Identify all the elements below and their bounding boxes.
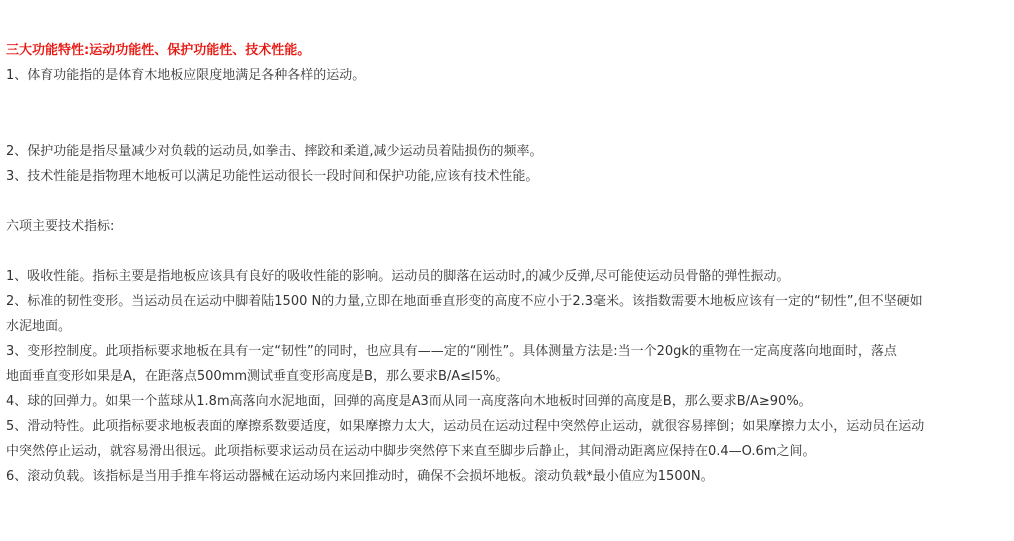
section-title-six-indicators: 六项主要技术指标: [6, 219, 115, 234]
paragraph-sports-function: 1、体育功能指的是体育木地板应限度地满足各种各样的运动。 [6, 68, 366, 83]
list-item-sliding: 5、滑动特性。此项指标要求地板表面的摩擦系数要适度，如果摩擦力太大，运动员在运动过程中突然停止运动，就很容易摔倒；如果摩擦力太小，运动员在运动 [6, 419, 925, 434]
paragraph-protection-function: 2、保护功能是指尽量减少对负载的运动员,如拳击、摔跤和柔道,减少运动员着陆损伤的频率。 [6, 144, 543, 159]
paragraph-technical-performance: 3、技术性能是指物理木地板可以满足功能性运动很长一段时间和保护功能,应该有技术性能。 [6, 169, 539, 184]
list-item-deformation: 3、变形控制度。此项指标要求地板在具有一定“韧性”的同时，也应具有——定的“刚性”。具体测量方法是:当一个20gk的重物在一定高度落向地面时，落点 [6, 344, 897, 359]
list-item-rolling-load: 6、滚动负载。该指标是当用手推车将运动器械在运动场内来回推动时，确保不会损坏地板。滚动负载*最小值应为1500N。 [6, 469, 714, 484]
list-item-absorption: 1、吸收性能。指标主要是指地板应该具有良好的吸收性能的影响。运动员的脚落在运动时,的减少反弹,尽可能使运动员骨骼的弹性振动。 [6, 269, 790, 284]
list-item-sliding-cont: 中突然停止运动，就容易滑出很远。此项指标要求运动员在运动中脚步突然停下来直至脚步后静止，其间滑动距离应保持在0.4—O.6m之间。 [6, 444, 816, 459]
list-item-toughness: 2、标准的韧性变形。当运动员在运动中脚着陆1500 N的力量,立即在地面垂直形变的高度不应小于2.3毫米。该指数需要木地板应该有一定的“韧性”,但不坚硬如 [6, 294, 923, 309]
list-item-ball-rebound: 4、球的回弹力。如果一个蓝球从1.8m高落向水泥地面，回弹的高度是A3而从同一高度落向木地板时回弹的高度是B，那么要求B/A≥90%。 [6, 394, 812, 409]
heading-three-features: 三大功能特性:运动功能性、保护功能性、技术性能。 [6, 43, 311, 58]
list-item-toughness-cont: 水泥地面。 [6, 319, 72, 334]
list-item-deformation-cont: 地面垂直变形如果是A，在距落点500mm测试垂直变形高度是B，那么要求B/A≤I5%。 [6, 369, 509, 384]
